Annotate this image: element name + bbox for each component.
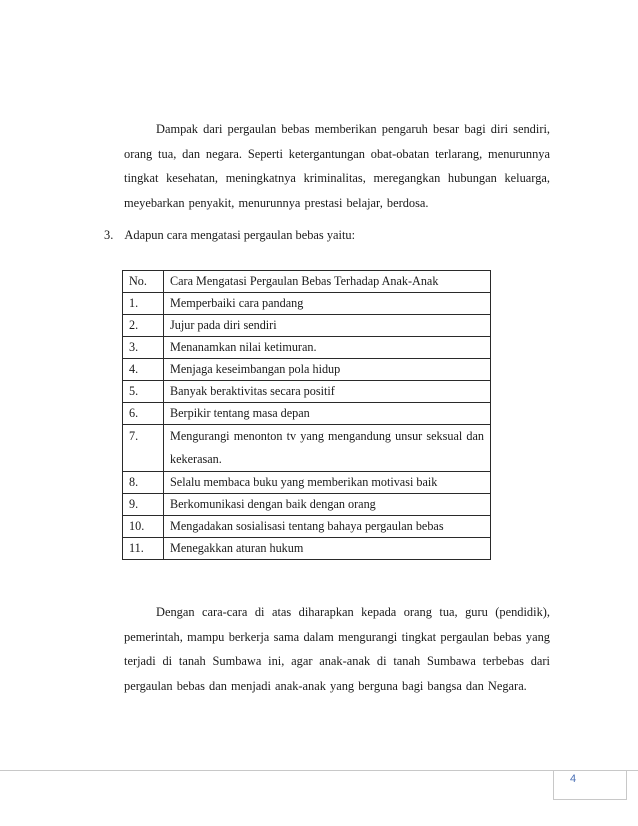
row-number: 10. (123, 516, 164, 538)
row-number: 3. (123, 337, 164, 359)
page-number-box (553, 770, 627, 800)
table-row (123, 359, 491, 381)
section-heading-text: Adapun cara mengatasi pergaulan bebas yaitu: (124, 228, 356, 242)
section-number: 3. (104, 228, 114, 242)
row-number: 6. (123, 403, 164, 425)
row-number: 1. (123, 293, 164, 315)
row-text: Selalu membaca buku yang memberikan motivasi baik (164, 472, 491, 494)
row-number: 9. (123, 494, 164, 516)
paragraph-line: pemerintah, mampu berkerja sama dalam mengurangi tingkat pergaulan bebas yang (124, 629, 550, 644)
row-text-line: Mengurangi menonton tv yang mengandung unsur seksual dan (170, 429, 484, 443)
row-number: 8. (123, 472, 164, 494)
table-row (123, 381, 491, 403)
row-text: Jujur pada diri sendiri (164, 315, 491, 337)
paragraph-line: meyebarkan penyakit, menurunnya prestasi belajar, berdosa. (124, 195, 429, 210)
row-text: Berkomunikasi dengan baik dengan orang (164, 494, 491, 516)
table-row (123, 293, 491, 315)
row-number: 4. (123, 359, 164, 381)
paragraph-line: terjadi di tanah Sumbawa ini, agar anak-anak di tanah Sumbawa terbebas dari (124, 654, 550, 668)
table-row (123, 516, 491, 538)
paragraph-line: tingkat kesehatan, meningkatnya kriminalitas, meregangkan hubungan keluarga, (124, 171, 550, 185)
page-number: 4 (570, 773, 577, 785)
table-row (123, 337, 491, 359)
paragraph-line: Dampak dari pergaulan bebas memberikan pengaruh besar bagi diri sendiri, (156, 122, 550, 136)
row-number: 5. (123, 381, 164, 403)
intro-paragraph (124, 117, 550, 215)
table-row (123, 494, 491, 516)
paragraph-line: orang tua, dan negara. Seperti ketergantungan obat-obatan terlarang, menurunnya (124, 146, 550, 161)
table-row (123, 538, 491, 560)
paragraph-line: pergaulan bebas dan menjadi anak-anak yang berguna bagi bangsa dan Negara. (124, 678, 527, 693)
row-text (164, 425, 491, 472)
table-row (123, 472, 491, 494)
table-row (123, 425, 491, 472)
footer-divider (0, 770, 638, 771)
row-text: Mengadakan sosialisasi tentang bahaya pergaulan bebas (164, 516, 491, 538)
row-number: 11. (123, 538, 164, 560)
section-heading (104, 228, 355, 243)
table-row (123, 315, 491, 337)
table-row (123, 403, 491, 425)
header-no: No. (123, 271, 164, 293)
header-title: Cara Mengatasi Pergaulan Bebas Terhadap Anak-Anak (164, 271, 491, 293)
row-number: 7. (123, 425, 164, 472)
methods-table (122, 270, 491, 560)
table-header-row (123, 271, 491, 293)
row-text: Memperbaiki cara pandang (164, 293, 491, 315)
row-text: Berpikir tentang masa depan (164, 403, 491, 425)
row-text: Menegakkan aturan hukum (164, 538, 491, 560)
row-text-line: kekerasan. (170, 452, 222, 466)
row-text: Menjaga keseimbangan pola hidup (164, 359, 491, 381)
paragraph-line: Dengan cara-cara di atas diharapkan kepada orang tua, guru (pendidik), (156, 605, 550, 619)
closing-paragraph (124, 600, 550, 698)
row-text: Banyak beraktivitas secara positif (164, 381, 491, 403)
row-number: 2. (123, 315, 164, 337)
row-text: Menanamkan nilai ketimuran. (164, 337, 491, 359)
